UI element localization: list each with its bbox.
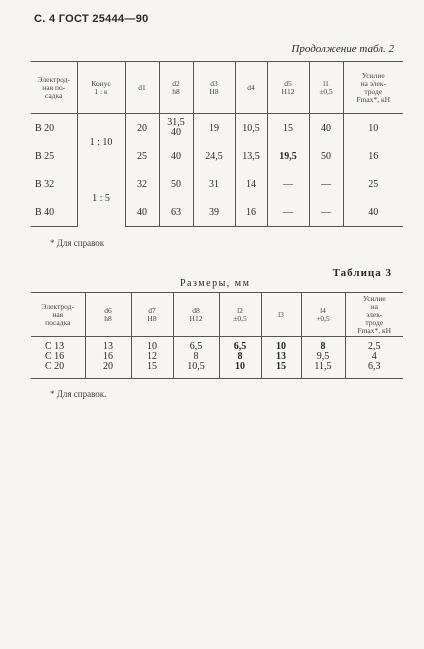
cell-d5: —: [267, 170, 309, 198]
header-l4: l4 +0,5: [301, 293, 345, 337]
header-fit: Электрод- ная посадка: [31, 293, 85, 337]
column-l4: 8 9,5 11,5: [301, 337, 345, 379]
cell-d3: 39: [193, 198, 235, 227]
cell-d1: 25: [125, 142, 159, 170]
table2: [31, 61, 403, 227]
table-row: [31, 170, 403, 198]
cell-force: 16: [343, 142, 403, 170]
header-d4: d4: [235, 62, 267, 114]
cell-l1: 50: [309, 142, 343, 170]
header-d6: d6 h8: [85, 293, 131, 337]
table2-footnote: * Для справок: [50, 238, 105, 248]
table3-caption: Размеры, мм: [180, 278, 251, 289]
cell-fit: В 20: [31, 114, 77, 143]
header-l1: l1 ±0,5: [309, 62, 343, 114]
cell-d3: 31: [193, 170, 235, 198]
cell-d1: 40: [125, 198, 159, 227]
header-d3: d3 H8: [193, 62, 235, 114]
cell-fit: В 32: [31, 170, 77, 198]
cell-d1: 32: [125, 170, 159, 198]
table3: [31, 292, 403, 379]
cell-fit: В 40: [31, 198, 77, 227]
table3-header-row: [31, 293, 403, 337]
cell-taper-group: 1 : 5: [77, 170, 125, 227]
cell-d2: 40: [159, 142, 193, 170]
header-taper: Конус 1 : к: [77, 62, 125, 114]
column-l3: 10 13 15: [261, 337, 301, 379]
column-d8: 6,5 8 10,5: [173, 337, 219, 379]
cell-l1: —: [309, 170, 343, 198]
table3-footnote: * Для справок.: [50, 389, 107, 399]
cell-d4: 10,5: [235, 114, 267, 143]
column-fit: С 13 С 16 С 20: [31, 337, 85, 379]
cell-l1: —: [309, 198, 343, 227]
column-d6: 13 16 20: [85, 337, 131, 379]
column-force: 2,5 4 6,3: [345, 337, 403, 379]
header-force: Усилие на элек- троде Fmax*, кН: [345, 293, 403, 337]
cell-d4: 13,5: [235, 142, 267, 170]
cell-d5: —: [267, 198, 309, 227]
header-l2: l2 ±0,5: [219, 293, 261, 337]
page-header: С. 4 ГОСТ 25444—90: [34, 13, 149, 25]
header-l3: l3: [261, 293, 301, 337]
table3-title: Таблица 3: [332, 267, 392, 279]
cell-d4: 14: [235, 170, 267, 198]
cell-d2: 50: [159, 170, 193, 198]
header-d8: d8 H12: [173, 293, 219, 337]
column-l2: 6,5 8 10: [219, 337, 261, 379]
cell-l1: 40: [309, 114, 343, 143]
cell-d2: 31,5 40: [159, 114, 193, 143]
table-row: [31, 337, 403, 379]
cell-d3: 19: [193, 114, 235, 143]
column-d7: 10 12 15: [131, 337, 173, 379]
cell-d2: 63: [159, 198, 193, 227]
header-force: Усилие на элек- троде Fmax*, кН: [343, 62, 403, 114]
table2-caption: Продолжение табл. 2: [291, 43, 394, 55]
cell-force: 10: [343, 114, 403, 143]
header-d7: d7 H8: [131, 293, 173, 337]
cell-fit: В 25: [31, 142, 77, 170]
header-d1: d1: [125, 62, 159, 114]
cell-d4: 16: [235, 198, 267, 227]
cell-taper-group: 1 : 10: [77, 114, 125, 171]
cell-force: 25: [343, 170, 403, 198]
cell-d1: 20: [125, 114, 159, 143]
cell-force: 40: [343, 198, 403, 227]
cell-d3: 24,5: [193, 142, 235, 170]
table2-header-row: [31, 62, 403, 114]
table-row: [31, 114, 403, 143]
header-d2: d2 h8: [159, 62, 193, 114]
header-d5: d5 H12: [267, 62, 309, 114]
cell-d5: 15: [267, 114, 309, 143]
cell-d5: 19,5: [267, 142, 309, 170]
header-fit: Электрод- ная по- садка: [31, 62, 77, 114]
